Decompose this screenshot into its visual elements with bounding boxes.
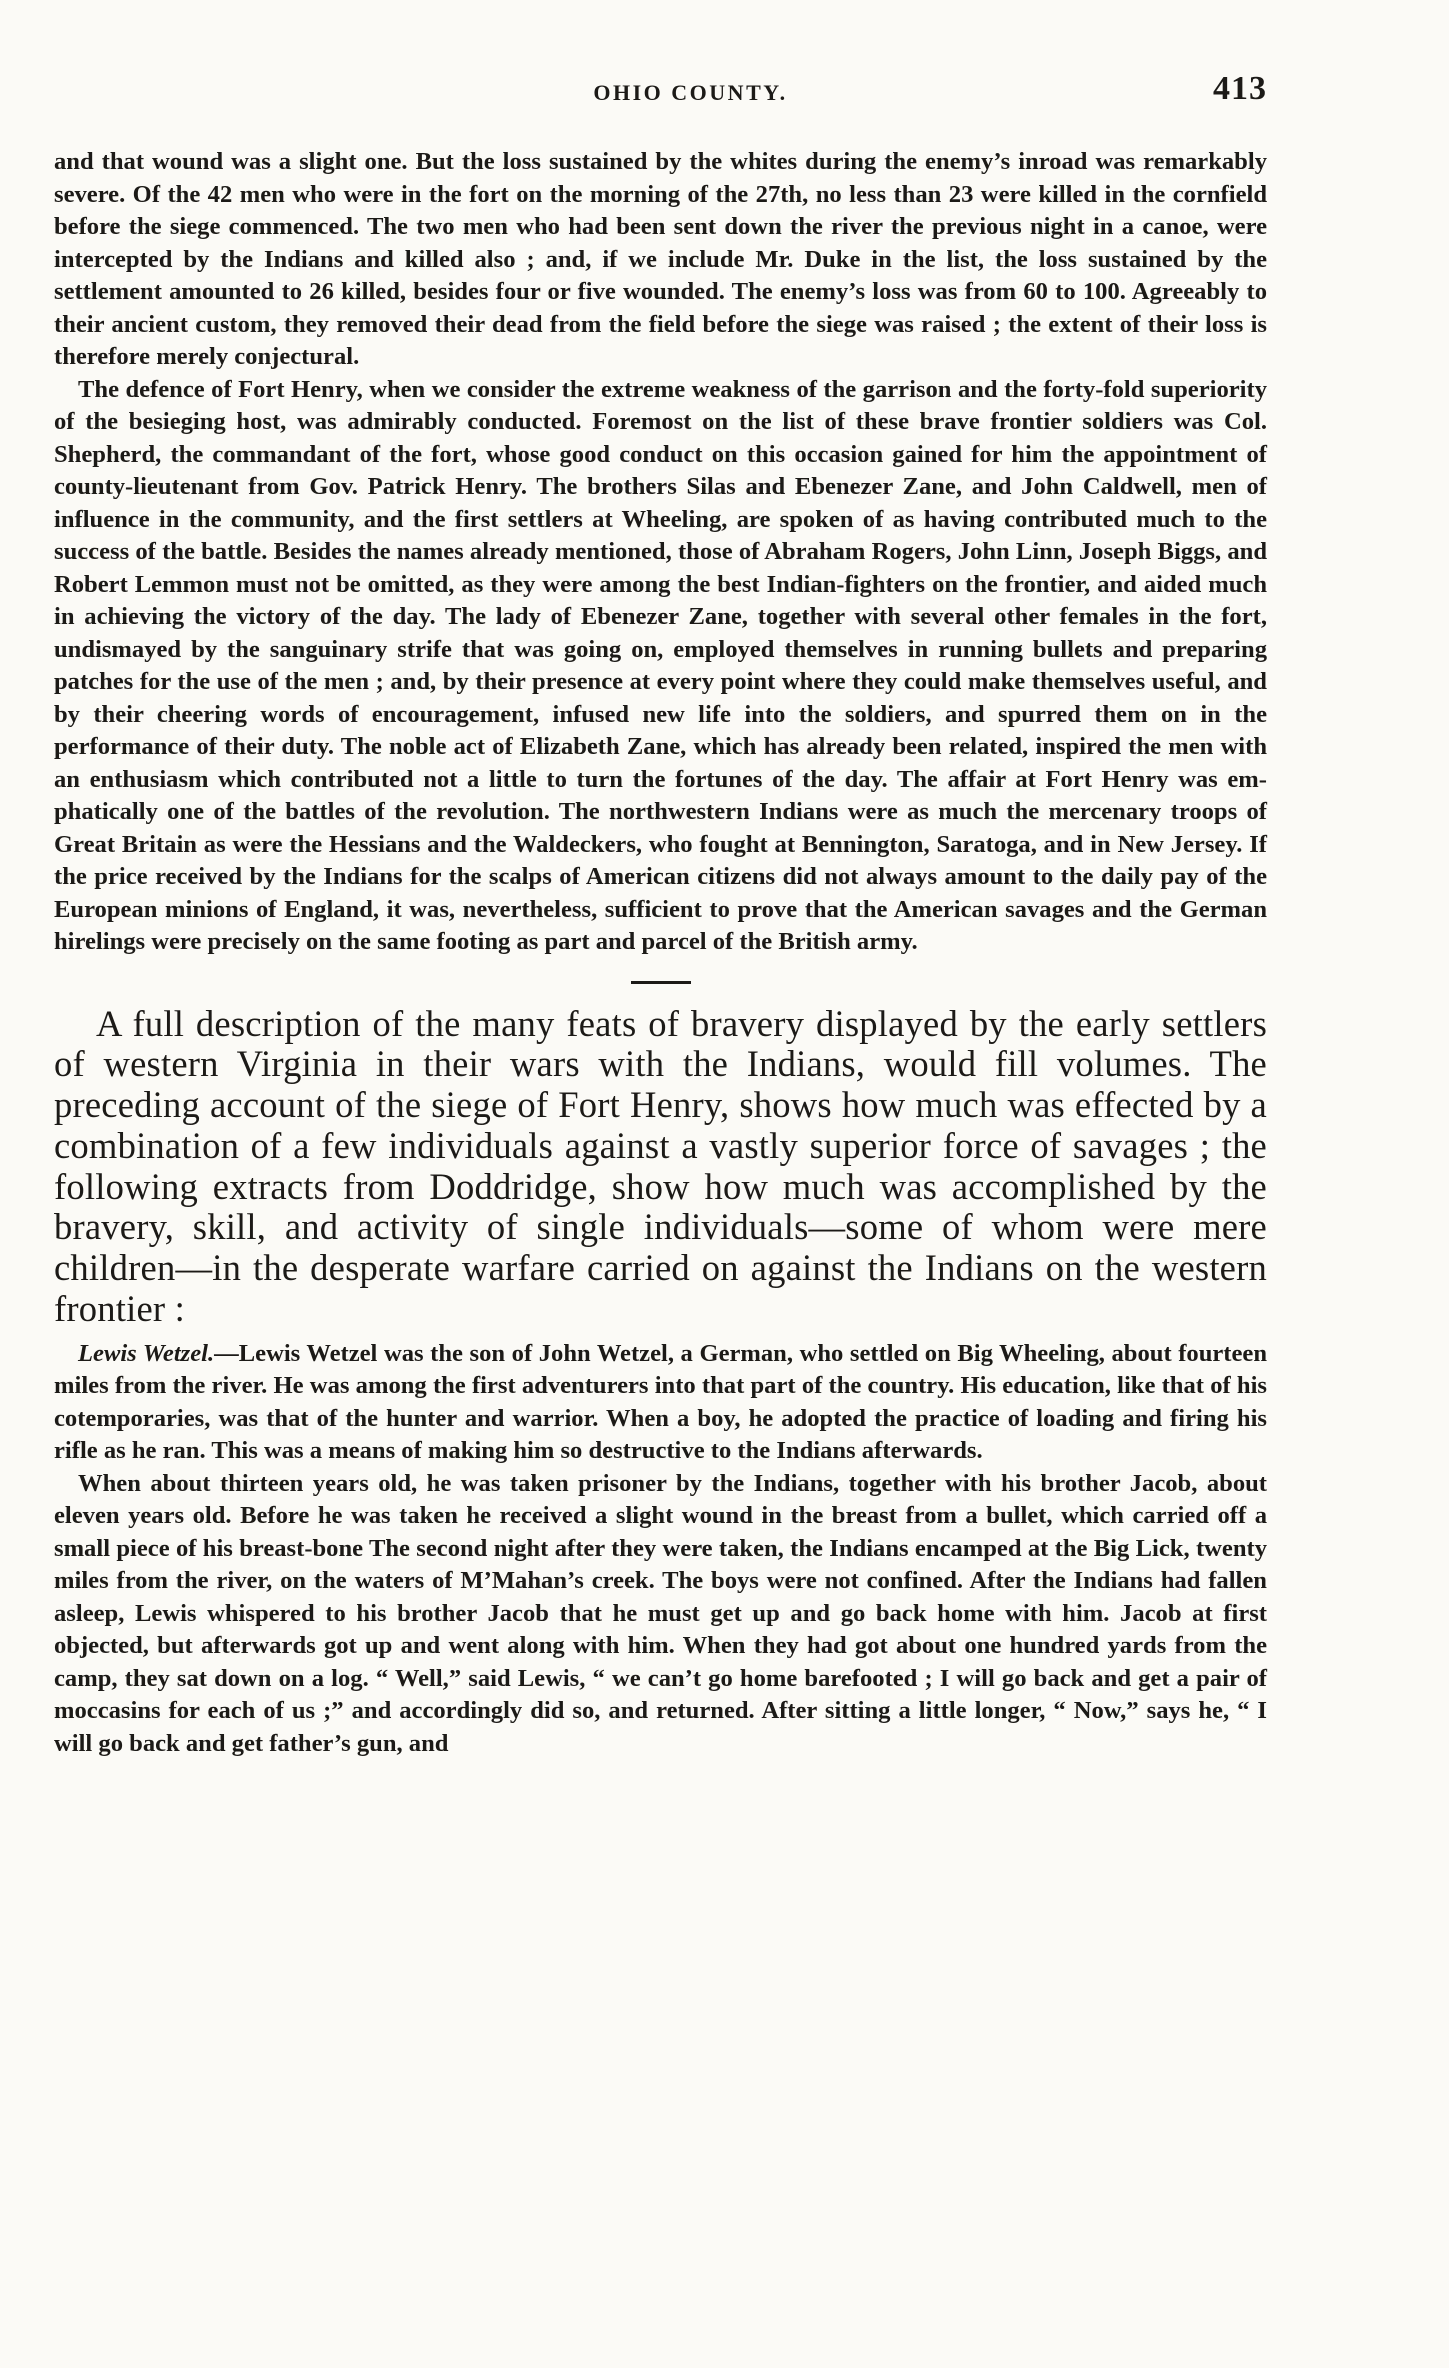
running-head: [54, 58, 1267, 118]
paragraph-casualties: and that wound was a slight one. But the loss sustained by the whites during the enemy’s inroad was remarkably severe. Of the 42 men who were in the fort on the morning of the 27th, no less than 23 were killed in the cornfield before the siege commenced. The two men who had been sent down the river the previous night in a canoe, were intercepted by the Indians and killed also ; and, if we include Mr. Duke in the list, the loss sustained by the settlement amounted to 26 killed, besides four or five wounded. The enemy’s loss was from 60 to 100. Agreeably to their ancient custom, they removed their dead from the field before the siege was raised ; the extent of their loss is therefore merely conjectural.: [54, 148, 1267, 370]
section-divider: [631, 981, 691, 984]
paragraph-defence-of-fort-henry: The defence of Fort Henry, when we consider the extreme weakness of the garrison and the forty-fold superiority of the besieging host, was admirably conducted. Foremost on the list of these brave frontier soldiers was Col. Shepherd, the commandant of the fort, whose good conduct on this occasion gained for him the appointment of county-lieutenant from Gov. Patrick Henry. The brothers Silas and Ebenezer Zane, and John Caldwell, men of influence in the community, and the first settlers at Wheeling, are spoken of as having contributed much to the success of the battle. Besides the names already mentioned, those of Abraham Rogers, John Linn, Joseph Biggs, and Robert Lemmon must not be omitted, as they were among the best Indian-fighters on the frontier, and aided much in achieving the victory of the day. The lady of Ebenezer Zane, together with several other females in the fort, undismayed by the sanguinary strife that was going on, employed themselves in running bullets and preparing patches for the use of the men ; and, by their presence at every point where they could make themselves useful, and by their cheering words of encouragement, infused new life into the soldiers, and spurred them on in the performance of their duty. The noble act of Elizabeth Zane, which has already been related, inspired the men with an enthusiasm which contributed not a little to turn the fortunes of the day. The affair at Fort Henry was emphatically one of the battles of the revolution. The northwestern Indians were as much the mercenary troops of Great Britain as were the Hessians and the Waldeckers, who fought at Bennington, Saratoga, and in New Jersey. If the price received by the Indians for the scalps of American citizens did not always amount to the daily pay of the European minions of England, it was, nevertheless, sufficient to prove that the American savages and the German hirelings were precisely on the same footing as part and parcel of the British army.: [54, 375, 1267, 955]
paragraph-captivity: When about thirteen years old, he was taken prisoner by the Indians, together with his brother Jacob, about eleven years old. Before he was taken he received a slight wound in the breast from a bullet, which carried off a small piece of his breast-bone The second night after they were taken, the Indians encamped at the Big Lick, twenty miles from the river, on the waters of M’Mahan’s creek. The boys were not confined. After the Indians had fallen asleep, Lewis whispered to his brother Jacob that he must get up and go back home with him. Jacob at first objected, but afterwards got up and went along with him. When they had got about one hundred yards from the camp, they sat down on a log. “ Well,” said Lewis, “ we can’t go home barefooted ; I will go back and get a pair of moccasins for each of us ;” and accordingly did so, and returned. After sitting a little longer, “ Now,” says he, “ I will go back and get father’s gun, and: [54, 1469, 1267, 1757]
run-in-heading: Lewis Wetzel.: [78, 1339, 215, 1367]
running-title: OHIO COUNTY.: [593, 80, 788, 105]
paragraph-lewis-wetzel: [54, 1338, 1267, 1468]
page-number: 413: [1213, 70, 1267, 107]
paragraph-lewis-wetzel-text: —Lewis Wetzel was the son of John Wetzel, a German, who settled on Big Wheeling, about fourteen miles from the river. He was among the first adventurers into that part of the country. His education, like that of his cotemporaries, was that of the hunter and warrior. When a boy, he adopted the practice of loading and firing his rifle as he ran. This was a means of making him so destructive to the Indians afterwards.: [54, 1339, 1267, 1465]
paragraph-introduction-large: A full description of the many feats of bravery displayed by the early settlers of western Virginia in their wars with the Indians, would fill volumes. The preceding account of the siege of Fort Henry, shows how much was effected by a combination of a few individuals against a vastly superior force of savages ; the following extracts from Doddridge, show how much was accomplished by the bravery, skill, and activity of single individuals—some of whom were mere children—in the desperate warfare carried on against the Indians on the western frontier :: [54, 1002, 1267, 1330]
